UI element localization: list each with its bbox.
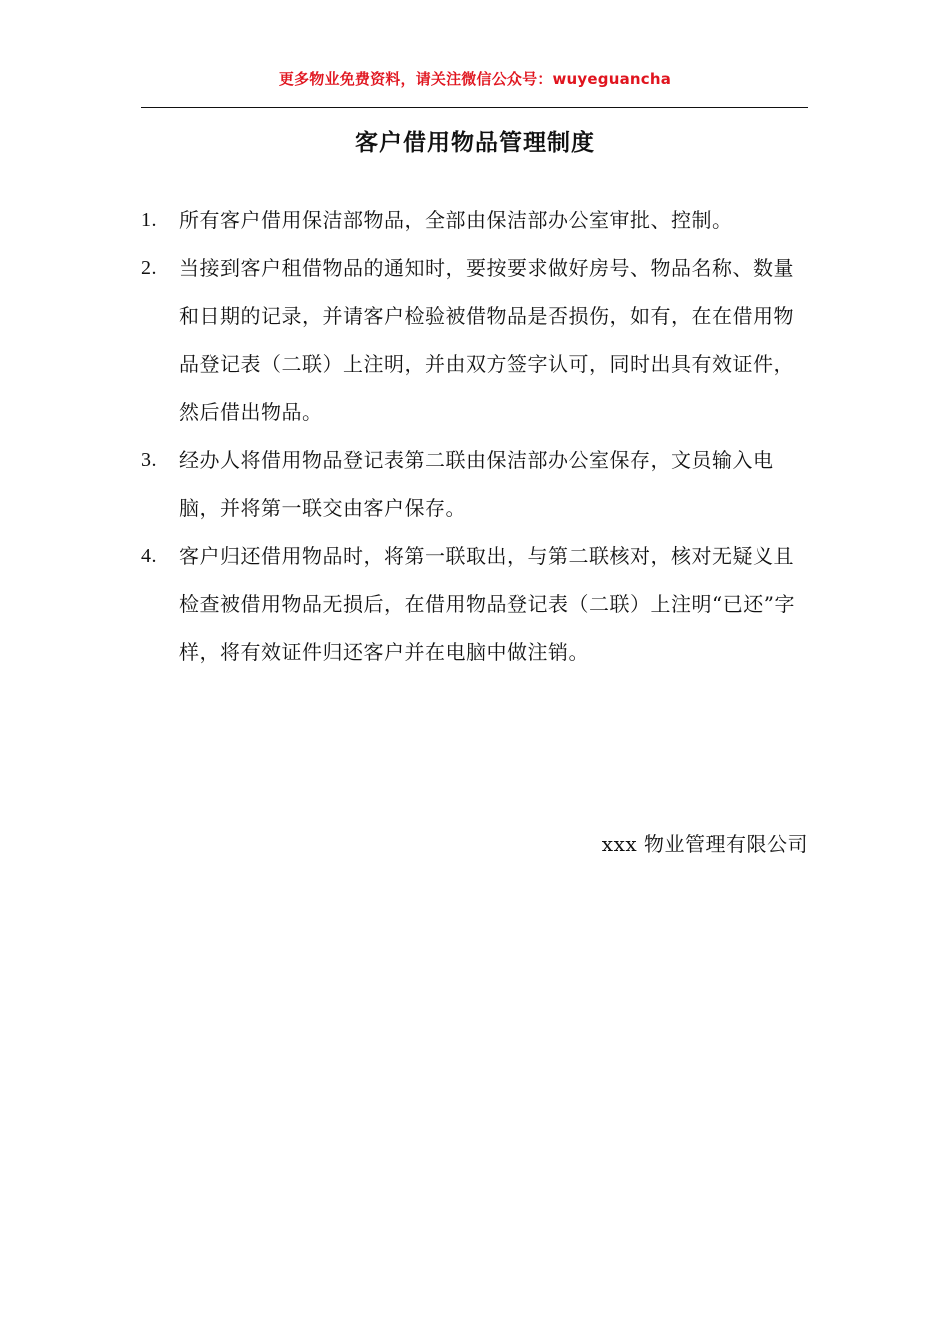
header-promo-note: 更多物业免费资料，请关注微信公众号：wuyeguancha bbox=[278, 70, 672, 88]
rule-number: 3. bbox=[141, 449, 157, 471]
rule-item bbox=[141, 244, 808, 436]
rule-text: 经办人将借用物品登记表第二联由保洁部办公室保存，文员输入电脑，并将第一联交由客户保存。 bbox=[179, 448, 774, 520]
document-title: 客户借用物品管理制度 bbox=[355, 130, 595, 156]
rule-number: 1. bbox=[141, 209, 157, 231]
rule-number: 4. bbox=[141, 545, 157, 567]
rule-item bbox=[141, 196, 808, 244]
company-signature: xxx 物业管理有限公司 bbox=[601, 832, 808, 856]
rules-list bbox=[141, 196, 808, 676]
rule-item bbox=[141, 532, 808, 676]
rule-text: 所有客户借用保洁部物品，全部由保洁部办公室审批、控制。 bbox=[179, 208, 733, 232]
rule-item bbox=[141, 436, 808, 532]
header-divider bbox=[141, 107, 808, 108]
rule-number: 2. bbox=[141, 257, 157, 279]
rule-text: 当接到客户租借物品的通知时，要按要求做好房号、物品名称、数量和日期的记录，并请客户检验被借物品是否损伤，如有，在在借用物品登记表（二联）上注明，并由双方签字认可，同时出具有效证件，然后借出物品。 bbox=[179, 256, 794, 424]
rule-text: 客户归还借用物品时，将第一联取出，与第二联核对，核对无疑义且检查被借用物品无损后，在借用物品登记表（二联）上注明“已还”字样，将有效证件归还客户并在电脑中做注销。 bbox=[179, 544, 795, 664]
